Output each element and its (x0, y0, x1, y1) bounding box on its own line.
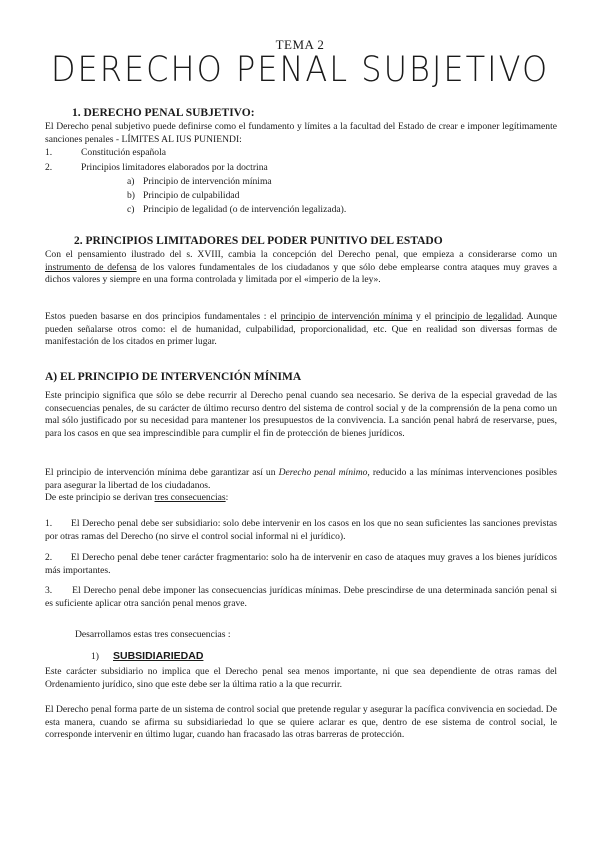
list-item: Principios limitadores elaborados por la doctrina (81, 162, 268, 173)
subsidiariedad-heading: SUBSIDIARIEDAD (113, 650, 204, 662)
subsection-num: 1) (91, 651, 99, 662)
list-item: Constitución española (81, 147, 166, 158)
section-2-paragraph-1: Con el pensamiento ilustrado del s. XVIII, cambia la concepción del Derecho penal, que empieza a considerarse como un instrumento de defensa de los valores fundamentales de los ciudadanos y que sólo debe emplearse contra ataques muy graves a dichos valores y siempre en una forma controlada y limitada por el «imperio de la ley». (45, 249, 557, 286)
subsidiariedad-paragraph-2: El Derecho penal forma parte de un sistema de control social que pretende regular y asegurar la pacífica convivencia en sociedad. De esta manera, cuando se afirma su subsidiariedad lo que se quiere aclarar es que, dentro de ese sistema de control social, le corresponde intervenir en último lugar, cuando han fracasado las otras barreras de protección. (45, 704, 557, 741)
section-1-heading: 1. DERECHO PENAL SUBJETIVO: (72, 107, 255, 119)
topic-label: TEMA 2 (275, 37, 325, 52)
section-1-intro: El Derecho penal subjetivo puede definirse como el fundamento y límites a la facultad del Estado de crear e imponer legítimamente sanciones penales - LÍMITES AL IUS PUNIENDI: (45, 121, 557, 145)
section-2-heading: 2. PRINCIPIOS LIMITADORES DEL PODER PUNITIVO DEL ESTADO (74, 235, 443, 247)
sublist-item: Principio de legalidad (o de intervención legalizada). (143, 204, 347, 215)
sublist-item-letter: c) (127, 204, 135, 215)
section-2-paragraph-2: Estos pueden basarse en dos principios fundamentales : el principio de intervención mínima y el principio de legalidad. Aunque pueden señalarse otros como: el de humanidad, culpabilidad, proporcionalidad, etc. Que en realidad son diversas formas de manifestación de los citados en primer lugar. (45, 311, 558, 348)
consequence-item-3: 3. El Derecho penal debe imponer las consecuencias jurídicas mínimas. Debe prescindirse de una determinada sanción penal si es suficiente aplicar otra sanción penal menos grave. (45, 585, 557, 609)
section-a-paragraph-3: De este principio se derivan tres consecuencias: (45, 492, 229, 503)
section-a-heading: A) EL PRINCIPIO DE INTERVENCIÓN MÍNIMA (45, 371, 302, 383)
page-title: DERECHO PENAL SUBJETIVO (50, 48, 550, 90)
sublist-item-letter: a) (127, 176, 135, 187)
sublist-item-letter: b) (127, 190, 135, 201)
sublist-item: Principio de intervención mínima (143, 176, 272, 187)
consequence-item-2: 2. El Derecho penal debe tener carácter fragmentario: solo ha de intervenir en caso de ataques muy graves a los bienes jurídicos más importantes. (45, 552, 557, 576)
section-a-paragraph-2: El principio de intervención mínima debe garantizar así un Derecho penal mínimo, reducido a las mínimas intervenciones posibles para asegurar la libertad de los ciudadanos. (45, 467, 557, 491)
sublist-item: Principio de culpabilidad (143, 190, 240, 201)
section-a-paragraph-1: Este principio significa que sólo se debe recurrir al Derecho penal cuando sea necesario. Se deriva de la especial gravedad de las consecuencias penales, de su carácter de último recurso dentro del sistema de control social y de la comprensión de la pena como un mal sólo justificado por su necesidad para mantener los presupuestos de la convivencia. La sanción penal habrá de reservarse, pues, para los casos en que sea imprescindible para cumplir el fin de protección de bienes jurídicos. (45, 390, 557, 439)
consequence-item-1: 1. El Derecho penal debe ser subsidiario: solo debe intervenir en los casos en los que no sean suficientes las sanciones previstas por otras ramas del Derecho (no sirve el control social informal ni el jurídico). (45, 518, 557, 542)
develop-line: Desarrollamos estas tres consecuencias : (75, 629, 231, 640)
subsidiariedad-paragraph-1: Este carácter subsidiario no implica que el Derecho penal sea menos importante, ni que sea dependiente de otras ramas del Ordenamiento jurídico, sino que este debe ser la última ratio a la que recurrir. (45, 666, 557, 690)
list-item-num: 2. (45, 162, 53, 173)
list-item-num: 1. (45, 147, 53, 158)
